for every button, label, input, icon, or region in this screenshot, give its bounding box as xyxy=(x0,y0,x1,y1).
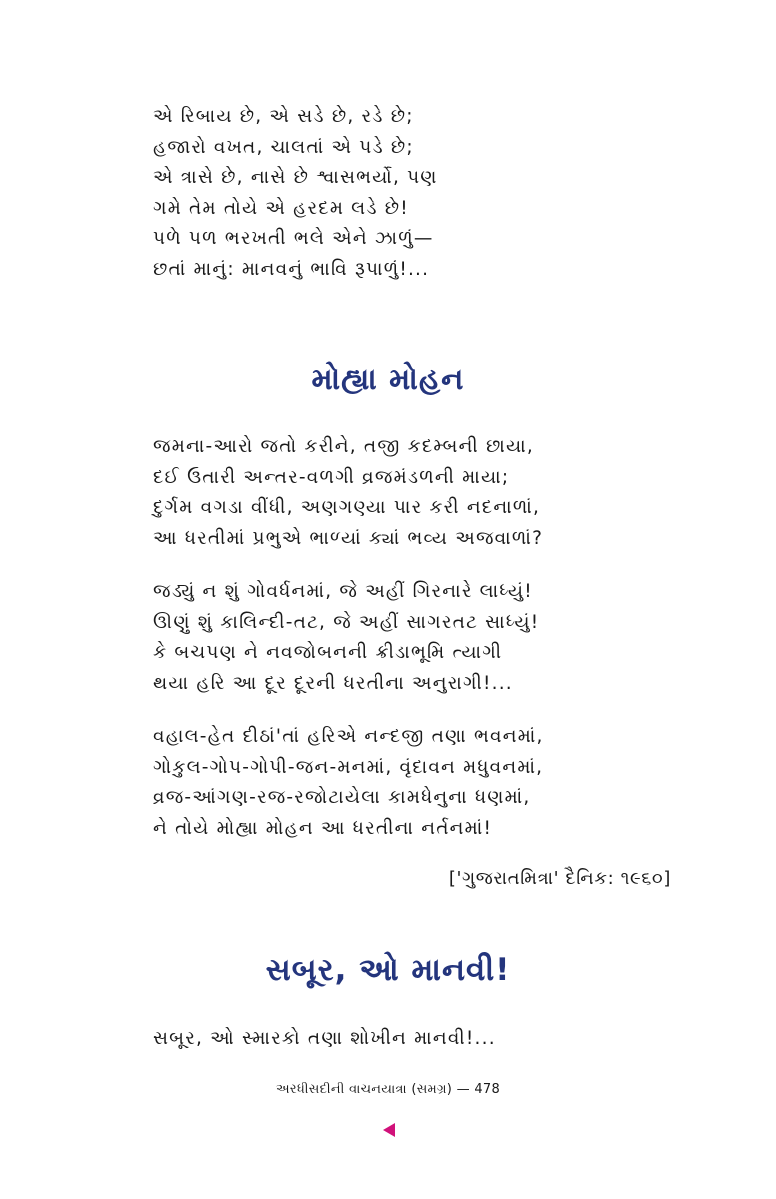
poem2-stanza-3 xyxy=(153,722,544,844)
verse-line: ઊણું શું કાલિન્દી-તટ, જે અહીં સાગરતટ સાધ્યું! xyxy=(153,611,540,633)
poem2-stanza-1 xyxy=(153,432,543,554)
verse-line: હજારો વખત, ચાલતાં એ પડે છે; xyxy=(153,136,414,158)
opening-stanza xyxy=(153,102,438,285)
verse-line: છતાં માનું: માનવનું ભાવિ રૂપાળું!... xyxy=(153,258,430,280)
poem-title: મોહ્યા મોહન xyxy=(311,362,465,397)
verse-line: ગોકુલ-ગોપ-ગોપી-જન-મનમાં, વૃંદાવન મધુવનમાં, xyxy=(153,756,544,778)
verse-line: દુર્ગમ વગડા વીંધી, અણગણ્યા પાર કરી નદનાળાં, xyxy=(153,497,541,518)
verse-line: દઈ ઉતારી અન્તર-વળગી વ્રજમંડળની માયા; xyxy=(153,466,510,488)
verse-line: વ્રજ-આંગણ-રજ-રજોટાયેલા કામધેનુના ધણમાં, xyxy=(153,787,531,808)
triangle-left-icon[interactable] xyxy=(383,1123,395,1137)
verse-line: એ ત્રાસે છે, નાસે છે શ્વાસભર્યો, પણ xyxy=(153,167,438,188)
verse-line: એ રિબાય છે, એ સડે છે, રડે છે; xyxy=(153,106,414,127)
verse-line: આ ધરતીમાં પ્રભુએ ભાળ્યાં ક્યાં ભવ્ય અજવાળાં? xyxy=(153,527,544,549)
page-footer: અરધીસદીની વાચનયાત્રા (સમગ્ર) — 478 xyxy=(275,1082,501,1097)
verse-line: વહાલ-હેત દીઠાં'તાં હરિએ નન્દજી તણા ભવનમાં, xyxy=(153,726,544,747)
verse-line: જમના-આરો જતો કરીને, તજી કદમ્બની છાયા, xyxy=(153,436,534,457)
verse-line: સબૂર, ઓ સ્મારકો તણા શોખીન માનવી!... xyxy=(153,1028,496,1049)
verse-line: ગમે તેમ તોયે એ હરદમ લડે છે! xyxy=(153,197,409,219)
poem-title: સબૂર, ઓ માનવી! xyxy=(265,952,511,988)
verse-line: કે બચપણ ને નવજોબનની ક્રીડાભૂમિ ત્યાગી xyxy=(153,642,503,663)
poem3-stanza-1 xyxy=(153,1024,496,1055)
verse-line: જડ્યું ન શું ગોવર્ધનમાં, જે અહીં ગિરનારે લાધ્યું! xyxy=(153,581,533,602)
source-attribution: ['ગુજરાતમિત્રા' દૈનિક: ૧૯૬૦] xyxy=(448,868,671,889)
poem2-stanza-2 xyxy=(153,577,539,699)
verse-line: ને તોયે મોહ્યા મોહન આ ધરતીના નર્તનમાં! xyxy=(153,817,493,839)
verse-line: પળે પળ ભરખતી ભલે એને ઝાળું— xyxy=(153,228,434,249)
verse-line: થયા હરિ આ દૂર દૂરની ધરતીના અનુરાગી!... xyxy=(153,672,513,694)
